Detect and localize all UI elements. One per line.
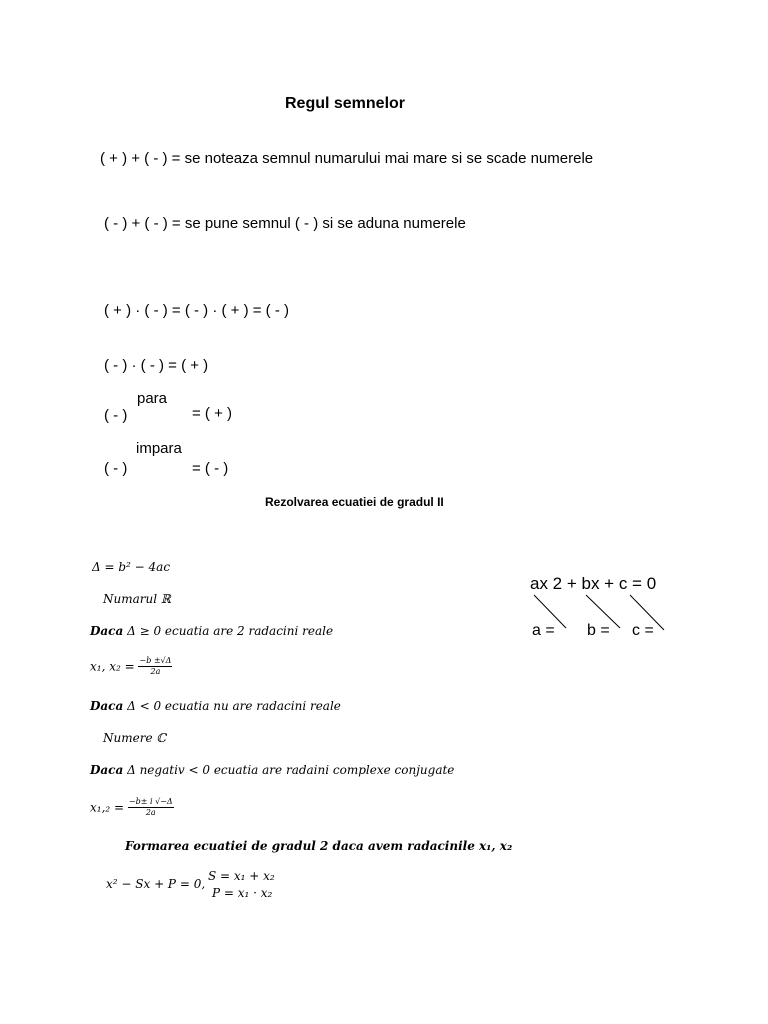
fraction-numerator: −b± i √−Δ (128, 797, 173, 806)
fraction-denominator: 2a (145, 808, 156, 817)
rule-minus-minus: ( - ) + ( - ) = se pune semnul ( - ) si se aduna numerele (104, 215, 466, 232)
power-base-even: ( - ) (104, 407, 128, 424)
rule-plus-minus: ( + ) + ( - ) = se noteaza semnul numarului mai mare si se scade numerele (100, 150, 594, 167)
power-result-odd: = ( - ) (192, 460, 229, 477)
vieta-product: P = x₁ · x₂ (212, 886, 273, 900)
roots-fraction (128, 797, 174, 818)
daca-label: Daca (90, 699, 124, 713)
roots-lhs: x₁, x₂ = (90, 659, 135, 674)
daca-label: Daca (90, 763, 124, 777)
delta-formula: Δ = b² − 4ac (92, 560, 171, 574)
roots-fraction (138, 656, 172, 677)
section-title: Rezolvarea ecuatiei de gradul II (265, 495, 444, 509)
vieta-equation: x² − Sx + P = 0, (106, 877, 206, 891)
condition-text: Δ negativ < 0 ecuatia are radaini complexe conjugate (127, 763, 455, 777)
condition-positive (90, 624, 333, 638)
roots-formula-complex (90, 797, 174, 818)
fraction-numerator: −b ±√Δ (139, 656, 172, 665)
rule-multiply-plus-minus: ( + ) · ( - ) = ( - ) · ( + ) = ( - ) (104, 302, 289, 319)
heading-real-numbers: Numarul ℝ (103, 592, 171, 606)
condition-text: Δ < 0 ecuatia nu are radacini reale (127, 699, 341, 713)
formation-heading: Formarea ecuatiei de gradul 2 daca avem radacinile x₁, x₂ (125, 839, 513, 853)
condition-negative (90, 699, 341, 713)
power-result-even: = ( + ) (192, 405, 233, 422)
diagram-equation: ax 2 + bx + c = 0 (530, 574, 657, 593)
rule-multiply-minus-minus: ( - ) · ( - ) = ( + ) (104, 357, 209, 374)
coef-c-label: c = (632, 622, 654, 639)
coef-a-label: a = (532, 622, 555, 639)
exponent-odd: impara (136, 440, 182, 457)
roots-formula-real (90, 656, 172, 677)
fraction-denominator: 2a (150, 667, 161, 676)
vieta-sum: S = x₁ + x₂ (208, 869, 275, 883)
heading-complex-numbers: Numere ℂ (103, 731, 166, 745)
exponent-even: para (137, 390, 168, 407)
condition-text: Δ ≥ 0 ecuatia are 2 radacini reale (127, 624, 334, 638)
daca-label: Daca (90, 624, 124, 638)
condition-complex (90, 763, 454, 777)
page-title: Regul semnelor (284, 95, 406, 112)
roots-lhs: x₁,₂ = (90, 800, 125, 815)
coef-b-label: b = (587, 622, 610, 639)
power-base-odd: ( - ) (104, 460, 128, 477)
